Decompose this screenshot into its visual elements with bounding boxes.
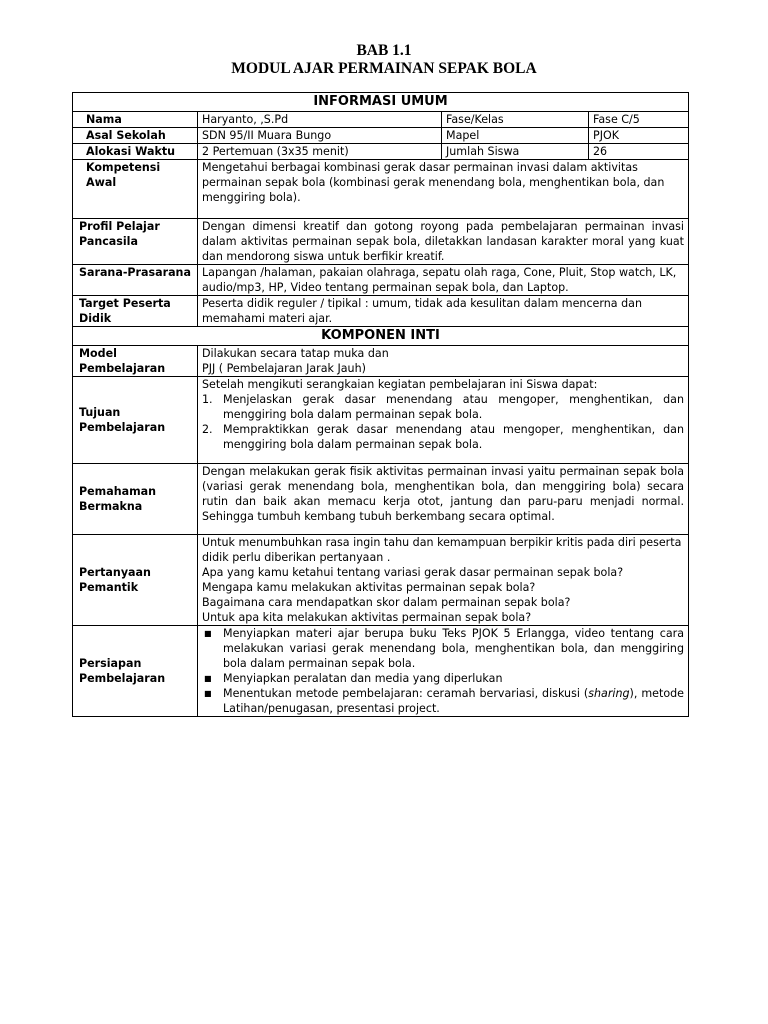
kompetensi-label: Kompetensi Awal [73, 160, 198, 219]
informasi-umum-header-row [73, 93, 689, 112]
informasi-umum-heading: INFORMASI UMUM [73, 93, 689, 112]
persiapan-list [202, 626, 684, 716]
profil-row [73, 219, 689, 265]
nama-label: Nama [73, 112, 198, 128]
list-item [202, 686, 684, 716]
list-item-text: Menyiapkan materi ajar berupa buku Teks PJOK 5 Erlangga, video tentang cara melakukan variasi gerak menendang bola, menghentikan bola, dan menggiring bola dalam permainan sepak bola. [223, 627, 684, 670]
komponen-inti-heading: KOMPONEN INTI [73, 327, 689, 346]
pertanyaan-q2: Mengapa kamu melakukan aktivitas permainan sepak bola? [202, 581, 536, 594]
tujuan-list [202, 392, 684, 452]
persiapan-value [198, 626, 689, 717]
target-value: Peserta didik reguler / tipikal : umum, tidak ada kesulitan dalam mencerna dan memahami materi ajar. [198, 296, 689, 327]
sekolah-label: Asal Sekolah [73, 128, 198, 144]
fase-label: Fase/Kelas [442, 112, 589, 128]
profil-value: Dengan dimensi kreatif dan gotong royong pada pembelajaran permainan invasi dalam aktivitas permainan sepak bola, diletakkan landasan karakter moral yang kuat dan mendorong siswa untuk berfikir kreatif. [198, 219, 689, 265]
model-line-2: PJJ ( Pembelajaran Jarak Jauh) [202, 362, 366, 375]
mapel-label: Mapel [442, 128, 589, 144]
persiapan-label: Persiapan Pembelajaran [73, 626, 198, 717]
persiapan-row [73, 626, 689, 717]
pertanyaan-intro: Untuk menumbuhkan rasa ingin tahu dan kemampuan berpikir kritis pada diri peserta didik perlu diberikan pertanyaan . [202, 536, 682, 564]
square-bullet-icon: ■ [204, 629, 212, 638]
alokasi-row [73, 144, 689, 160]
alokasi-label: Alokasi Waktu [73, 144, 198, 160]
square-bullet-icon: ■ [204, 674, 212, 683]
nama-row [73, 112, 689, 128]
sarana-value: Lapangan /halaman, pakaian olahraga, sepatu olah raga, Cone, Pluit, Stop watch, LK, audio/mp3, HP, Video tentang permainan sepak bola, dan Laptop. [198, 265, 689, 296]
sarana-label: Sarana-Prasarana [73, 265, 198, 296]
list-number: 2. [202, 423, 213, 436]
model-value [198, 346, 689, 377]
list-item [202, 671, 684, 686]
tujuan-value [198, 377, 689, 464]
pertanyaan-q3: Bagaimana cara mendapatkan skor dalam permainan sepak bola? [202, 596, 571, 609]
tujuan-intro: Setelah mengikuti serangkaian kegiatan pembelajaran ini Siswa dapat: [202, 378, 598, 391]
profil-label: Profil Pelajar Pancasila [73, 219, 198, 265]
sekolah-row [73, 128, 689, 144]
list-item-text: Menentukan metode pembelajaran: ceramah bervariasi, diskusi ( [223, 687, 589, 700]
target-label: Target Peserta Didik [73, 296, 198, 327]
kompetensi-value: Mengetahui berbagai kombinasi gerak dasar permainan invasi dalam aktivitas permainan sepak bola (kombinasi gerak menendang bola, menghentikan bola, dan menggiring bola). [198, 160, 689, 219]
pemahaman-value: Dengan melakukan gerak fisik aktivitas permainan invasi yaitu permainan sepak bola (variasi gerak menendang bola, menghentikan bola, dan menggiring bola) secara rutin dan baik akan memacu kerja otot, jantung dan paru-paru menjadi normal. Sehingga tumbuh kembang tubuh berkembang secara optimal. [198, 464, 689, 535]
list-item-text: Menjelaskan gerak dasar menendang atau mengoper, menghentikan, dan menggiring bola dalam permainan sepak bola. [223, 393, 684, 421]
modul-ajar-table [72, 92, 689, 717]
alokasi-value: 2 Pertemuan (3x35 menit) [198, 144, 442, 160]
tujuan-label: Tujuan Pembelajaran [73, 377, 198, 464]
jumlah-value: 26 [589, 144, 689, 160]
sarana-row [73, 265, 689, 296]
list-item [202, 392, 684, 422]
komponen-inti-header-row [73, 327, 689, 346]
pemahaman-label: Pemahaman Bermakna [73, 464, 198, 535]
list-item [202, 422, 684, 452]
model-label: Model Pembelajaran [73, 346, 198, 377]
target-row [73, 296, 689, 327]
list-item-text: Mempraktikkan gerak dasar menendang atau mengoper, menghentikan, dan menggiring bola dalam permainan sepak bola. [223, 423, 684, 451]
model-line-1: Dilakukan secara tatap muka dan [202, 347, 389, 360]
list-item [202, 626, 684, 671]
sekolah-value: SDN 95/II Muara Bungo [198, 128, 442, 144]
kompetensi-row [73, 160, 689, 219]
square-bullet-icon: ■ [204, 689, 212, 698]
nama-value: Haryanto, ,S.Pd [198, 112, 442, 128]
model-row [73, 346, 689, 377]
pertanyaan-row [73, 535, 689, 626]
list-item-italic: sharing [588, 687, 630, 700]
pemahaman-row [73, 464, 689, 535]
pertanyaan-q4: Untuk apa kita melakukan aktivitas permainan sepak bola? [202, 611, 532, 624]
fase-value: Fase C/5 [589, 112, 689, 128]
list-number: 1. [202, 393, 213, 406]
pertanyaan-q1: Apa yang kamu ketahui tentang variasi gerak dasar permainan sepak bola? [202, 566, 624, 579]
pertanyaan-label: Pertanyaan Pemantik [73, 535, 198, 626]
chapter-label: BAB 1.1 [356, 42, 412, 59]
tujuan-row [73, 377, 689, 464]
pertanyaan-value [198, 535, 689, 626]
jumlah-label: Jumlah Siswa [442, 144, 589, 160]
list-item-text: Menyiapkan peralatan dan media yang diperlukan [223, 672, 503, 685]
mapel-value: PJOK [589, 128, 689, 144]
document-title: MODUL AJAR PERMAINAN SEPAK BOLA [231, 60, 537, 77]
list-item-text: ), metode Latihan/penugasan, presentasi project. [223, 687, 684, 715]
